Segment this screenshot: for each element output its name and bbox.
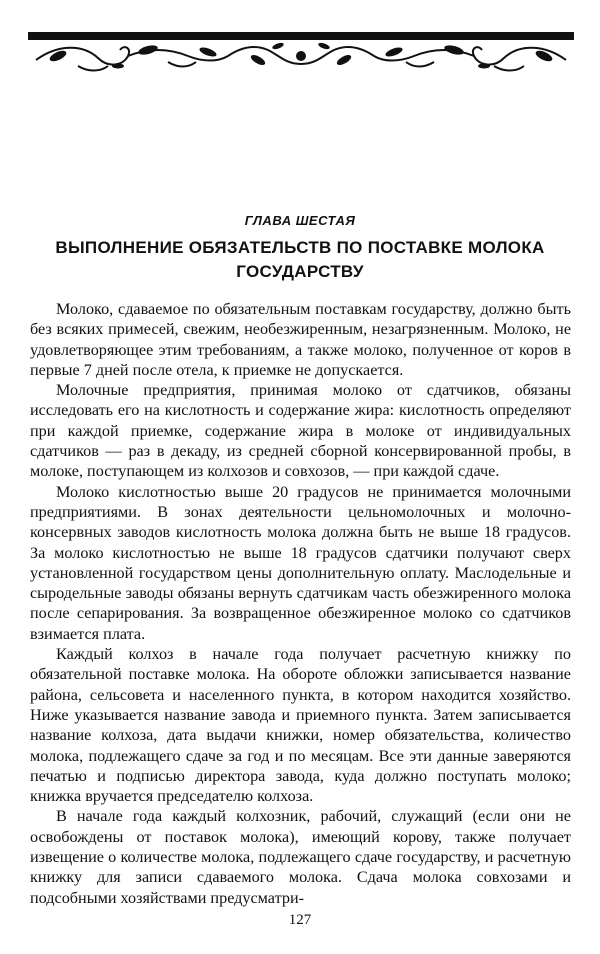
paragraph-5: В начале года каждый колхозник, рабочий, служащий (если они не освобождены от поставок молока), имеющий корову, также получает извещение о количестве молока, подлежащего сдаче государству, и расчетную книжку для записи сдаваемого молока. Сдача молока совхозами и подсобными хозяйствами предусматри-	[30, 807, 571, 907]
paragraph-3: Молоко кислотностью выше 20 градусов не принимается молочными предприятиями. В зонах деятельности цельномолочных и молочно-консервных заводов кислотность молока должна быть не выше 18 градусов. За молоко кислотностью не выше 18 градусов сдатчики получают сверх установленной государством цены дополнительную оплату. Маслодельные и сыродельные заводы обязаны вернуть сдатчикам часть обезжиренного молока после сепарирования. За возвращенное обезжиренное молоко со сдатчиков взимается плата.	[30, 482, 571, 643]
chapter-body	[30, 299, 571, 908]
decorative-header-ornament	[28, 26, 574, 74]
page-number: 127	[288, 912, 312, 928]
chapter-title-line-2: ГОСУДАРСТВУ	[236, 262, 364, 281]
paragraph-4: Каждый колхоз в начале года получает расчетную книжку по обязательной поставке молока. На обороте обложки записывается название района, сельсовета и населенного пункта, в котором находится хозяйство. Ниже указывается название завода и приемного пункта. Затем записывается название колхоза, дата выдачи книжки, номер обязательства, количество молока, подлежащего сдаче за год и по месяцам. Все эти данные заверяются печатью и подписью директора завода, куда должно поступать молоко; книжка вручается председателю колхоза.	[30, 645, 571, 806]
chapter-title	[40, 236, 560, 284]
chapter-label: ГЛАВА ШЕСТАЯ	[244, 213, 356, 228]
chapter-title-line-1: ВЫПОЛНЕНИЕ ОБЯЗАТЕЛЬСТВ ПО ПОСТАВКЕ МОЛОКА	[55, 238, 545, 257]
paragraph-1: Молоко, сдаваемое по обязательным поставкам государству, должно быть без всяких примесей, свежим, необезжиренным, незагрязненным. Молоко, не удовлетворяющее этим требованиям, а также молоко, полученное от коров в первые 7 дней после отела, к приемке не допускается.	[30, 300, 571, 379]
paragraph-2: Молочные предприятия, принимая молоко от сдатчиков, обязаны исследовать его на кислотность и содержание жира: кислотность определяют при каждой приемке, содержание жира в молоке от индивидуальных сдатчиков — раз в декаду, из средней сборной консервированной пробы, в молоке, поступающем из колхозов и совхозов, — при каждой сдаче.	[30, 381, 571, 481]
